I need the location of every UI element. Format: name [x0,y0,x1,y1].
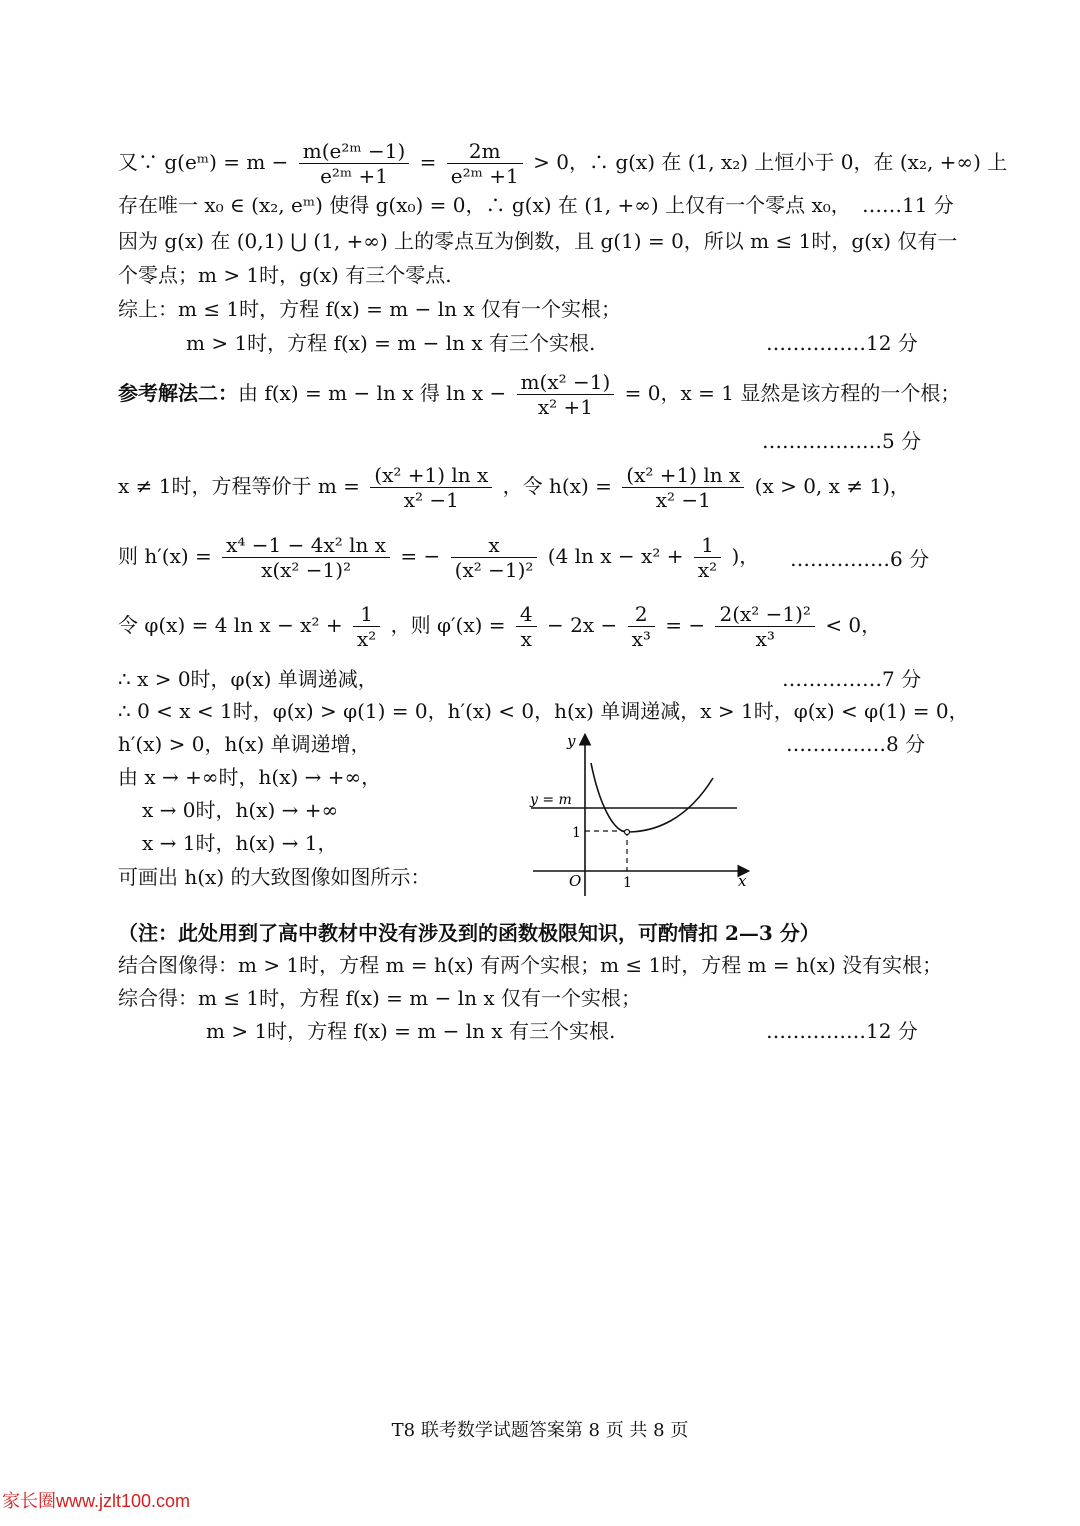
score-12b: ……………12 分 [766,1019,918,1043]
note: （注：此处用到了高中教材中没有涉及到的函数极限知识，可酌情扣 2—3 分） [118,921,820,945]
fraction [694,533,721,582]
denominator: x³ [631,627,651,651]
text: = [419,150,437,174]
denominator: e²ᵐ +1 [320,164,389,188]
numerator: 1 [694,533,721,558]
numerator: 4 [516,602,537,627]
denominator: x² −1 [655,488,711,512]
curve-h [591,763,713,832]
score-11: ……11 分 [862,193,954,217]
denominator: x² +1 [537,395,593,419]
fraction [299,139,410,188]
page-footer: T8 联考数学试题答案第 8 页 共 8 页 [391,1420,689,1441]
numerator: 2(x² −1)² [715,602,814,627]
denominator: x² [697,558,718,582]
denominator: e²ᵐ +1 [450,164,519,188]
fraction [715,602,814,651]
denominator: x(x² −1)² [261,558,352,582]
label-y: y [567,732,576,750]
line-13: ∴ 0 < x < 1时，φ(x) > φ(1) = 0，h′(x) < 0，h(x) 单调递减，x > 1时，φ(x) < φ(1) = 0， [118,699,969,723]
numerator: 2 [628,602,655,627]
fraction [451,533,538,582]
line-10 [118,533,759,582]
label-one-y: 1 [572,825,581,841]
text: − 2x − [546,613,618,637]
text: (4 ln x − x² + [547,544,684,568]
line-9 [118,463,910,512]
text: > 0，∴ g(x) 在 (1, x₂) 上恒小于 0，在 (x₂, +∞) 上 [533,150,1008,174]
denominator: x [520,627,532,651]
h-function-graph [525,728,755,898]
numerator: x [451,533,538,558]
text: < 0， [825,613,882,637]
numerator: 2m [447,139,523,164]
text: (x > 0, x ≠ 1)， [754,474,910,498]
fraction [222,533,390,582]
text: )， [731,544,760,568]
method2-label: 参考解法二： [118,381,238,405]
line-19: 结合图像得：m > 1时，方程 m = h(x) 有两个实根；m ≤ 1时，方程 m = h(x) 没有实根； [118,953,943,977]
numerator: (x² +1) ln x [370,463,492,488]
score-5: ………………5 分 [762,429,922,453]
line-4: 个零点；m > 1时，g(x) 有三个零点. [118,263,452,287]
label-one-x: 1 [623,875,632,891]
line-7 [118,370,960,419]
numerator: m(x² −1) [517,370,615,395]
line-18: 可画出 h(x) 的大致图像如图所示： [118,865,431,889]
text: 令 φ(x) = 4 ln x − x² + [118,613,343,637]
denominator: x² [356,627,377,651]
numerator: (x² +1) ln x [622,463,744,488]
label-y-equals-m: y = m [530,792,572,808]
score-8: ……………8 分 [786,732,926,756]
label-x: x [738,872,747,890]
text: 则 h′(x) = [118,544,212,568]
denominator: (x² −1)² [454,558,534,582]
text: ，则 φ′(x) = [390,613,506,637]
fraction [370,463,492,512]
fraction [628,602,655,651]
line-3: 因为 g(x) 在 (0,1) ⋃ (1, +∞) 上的零点互为倒数，且 g(1) = 0，所以 m ≤ 1时，g(x) 仅有一 [118,229,958,253]
fraction [517,370,615,419]
fraction [622,463,744,512]
line-2: 存在唯一 x₀ ∈ (x₂, eᵐ) 使得 g(x₀) = 0，∴ g(x) 在 (1, +∞) 上仅有一个零点 x₀， [118,193,851,217]
line-12: ∴ x > 0时，φ(x) 单调递减， [118,667,378,691]
watermark: 家长圈www.jzlt100.com [2,1491,191,1511]
text: = − [665,613,706,637]
fraction [447,139,523,188]
line-21: m > 1时，方程 f(x) = m − ln x 有三个实根. [206,1019,616,1043]
numerator: 1 [353,602,380,627]
label-origin: O [569,872,582,890]
line-15: 由 x → +∞时，h(x) → +∞， [118,765,382,789]
text: = − [400,544,441,568]
text: x ≠ 1时，方程等价于 m = [118,474,360,498]
line-16: x → 0时，h(x) → +∞ [142,798,339,822]
denominator: x³ [755,627,775,651]
line-20: 综合得：m ≤ 1时，方程 f(x) = m − ln x 仅有一个实根； [118,986,641,1010]
score-7: ……………7 分 [782,667,922,691]
numerator: m(e²ᵐ −1) [299,139,410,164]
text: 又∵ g(eᵐ) = m − [118,150,289,174]
score-6: ……………6 分 [790,547,930,571]
line-11 [118,602,881,651]
text: 由 f(x) = m − ln x 得 ln x − [238,381,507,405]
line-1 [118,139,1007,188]
fraction [516,602,537,651]
line-14: h′(x) > 0，h(x) 单调递增， [118,732,371,756]
line-17: x → 1时，h(x) → 1， [142,831,338,855]
fraction [353,602,380,651]
denominator: x² −1 [403,488,459,512]
score-12a: ……………12 分 [766,331,918,355]
line-6: m > 1时，方程 f(x) = m − ln x 有三个实根. [186,331,596,355]
open-point [625,830,630,835]
numerator: x⁴ −1 − 4x² ln x [222,533,390,558]
text: ，令 h(x) = [502,474,612,498]
text: = 0，x = 1 显然是该方程的一个根； [624,381,961,405]
line-5: 综上：m ≤ 1时，方程 f(x) = m − ln x 仅有一个实根； [118,297,621,321]
